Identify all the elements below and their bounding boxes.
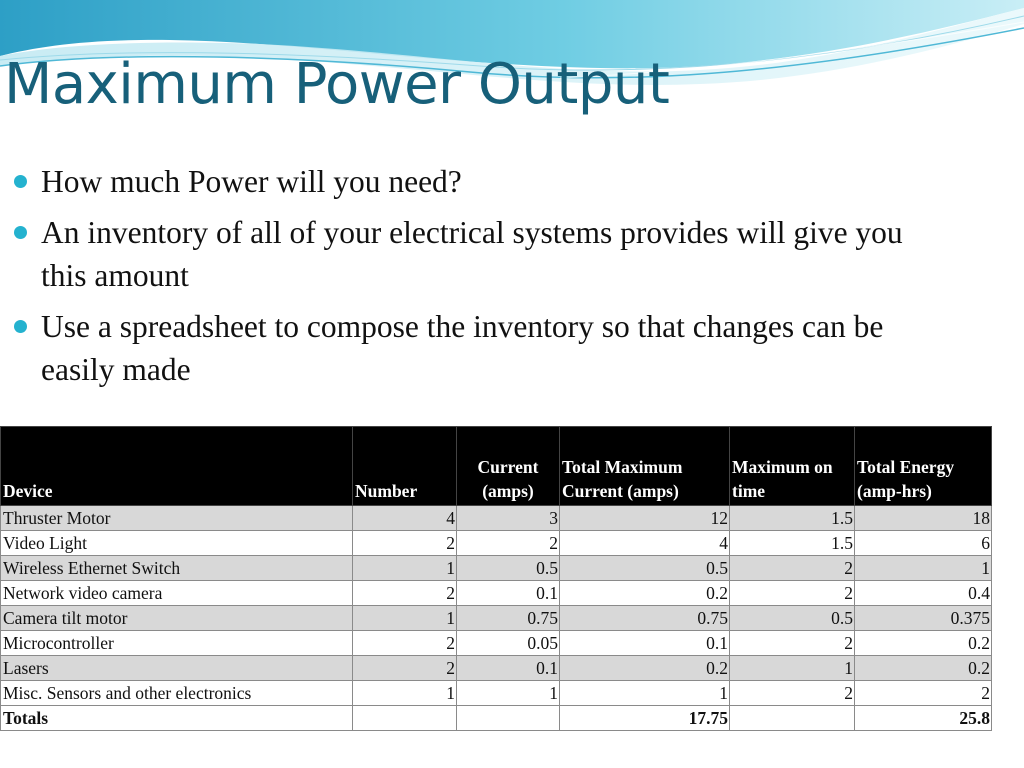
cell-total-max-current: 0.2 (560, 656, 730, 681)
cell-current: 0.5 (457, 556, 560, 581)
header-device: Device (1, 427, 353, 506)
cell-total-energy: 1 (855, 556, 992, 581)
cell-device: Video Light (1, 531, 353, 556)
cell-total-max-current: 12 (560, 506, 730, 531)
page-title: Maximum Power Output (4, 52, 670, 117)
cell-max-on-time: 0.5 (730, 606, 855, 631)
cell-number: 2 (353, 531, 457, 556)
cell-number: 4 (353, 506, 457, 531)
cell-number: 2 (353, 581, 457, 606)
totals-row (1, 706, 992, 731)
power-inventory-table (0, 426, 992, 731)
bullet-item (14, 211, 914, 297)
cell-number: 2 (353, 631, 457, 656)
header-current: Current (amps) (457, 427, 560, 506)
cell-number: 2 (353, 656, 457, 681)
bullet-icon (14, 320, 27, 333)
table-row (1, 606, 992, 631)
header-max-on-time: Maximum on time (730, 427, 855, 506)
bullet-text: An inventory of all of your electrical systems provides will give you this amount (41, 215, 903, 293)
cell-number: 1 (353, 681, 457, 706)
cell-max-on-time: 1.5 (730, 531, 855, 556)
cell-total-energy: 0.375 (855, 606, 992, 631)
cell-total-energy: 0.4 (855, 581, 992, 606)
cell-device: Network video camera (1, 581, 353, 606)
cell-max-on-time: 2 (730, 631, 855, 656)
cell-current: 0.1 (457, 581, 560, 606)
cell-current: 2 (457, 531, 560, 556)
cell-total-energy: 0.2 (855, 631, 992, 656)
cell-device: Lasers (1, 656, 353, 681)
totals-current (457, 706, 560, 731)
bullet-item (14, 305, 914, 391)
table-header-row (1, 427, 992, 506)
cell-current: 3 (457, 506, 560, 531)
bullet-text: Use a spreadsheet to compose the inventory so that changes can be easily made (41, 309, 884, 387)
cell-current: 0.05 (457, 631, 560, 656)
cell-current: 0.1 (457, 656, 560, 681)
cell-number: 1 (353, 556, 457, 581)
header-total-energy: Total Energy (amp-hrs) (855, 427, 992, 506)
cell-device: Wireless Ethernet Switch (1, 556, 353, 581)
cell-current: 0.75 (457, 606, 560, 631)
table-body (1, 506, 992, 731)
cell-total-max-current: 0.75 (560, 606, 730, 631)
cell-total-max-current: 4 (560, 531, 730, 556)
totals-total-energy: 25.8 (855, 706, 992, 731)
table-row (1, 681, 992, 706)
cell-max-on-time: 1.5 (730, 506, 855, 531)
bullet-icon (14, 175, 27, 188)
table-row (1, 581, 992, 606)
header-number: Number (353, 427, 457, 506)
bullet-icon (14, 226, 27, 239)
cell-total-energy: 18 (855, 506, 992, 531)
bullet-item (14, 160, 914, 203)
cell-total-max-current: 0.2 (560, 581, 730, 606)
cell-number: 1 (353, 606, 457, 631)
cell-total-max-current: 0.5 (560, 556, 730, 581)
cell-total-energy: 0.2 (855, 656, 992, 681)
cell-max-on-time: 2 (730, 681, 855, 706)
bullet-text: How much Power will you need? (41, 164, 462, 199)
totals-max-on-time (730, 706, 855, 731)
table-row (1, 556, 992, 581)
cell-total-energy: 2 (855, 681, 992, 706)
cell-current: 1 (457, 681, 560, 706)
totals-total-max-current: 17.75 (560, 706, 730, 731)
cell-device: Camera tilt motor (1, 606, 353, 631)
cell-max-on-time: 2 (730, 556, 855, 581)
header-total-max-current: Total Maximum Current (amps) (560, 427, 730, 506)
bullet-list (14, 160, 914, 399)
cell-max-on-time: 1 (730, 656, 855, 681)
cell-device: Misc. Sensors and other electronics (1, 681, 353, 706)
totals-label: Totals (1, 706, 353, 731)
table-row (1, 656, 992, 681)
cell-device: Microcontroller (1, 631, 353, 656)
cell-max-on-time: 2 (730, 581, 855, 606)
table-row (1, 631, 992, 656)
totals-number (353, 706, 457, 731)
cell-total-max-current: 0.1 (560, 631, 730, 656)
table-row (1, 531, 992, 556)
cell-device: Thruster Motor (1, 506, 353, 531)
table-row (1, 506, 992, 531)
cell-total-max-current: 1 (560, 681, 730, 706)
cell-total-energy: 6 (855, 531, 992, 556)
